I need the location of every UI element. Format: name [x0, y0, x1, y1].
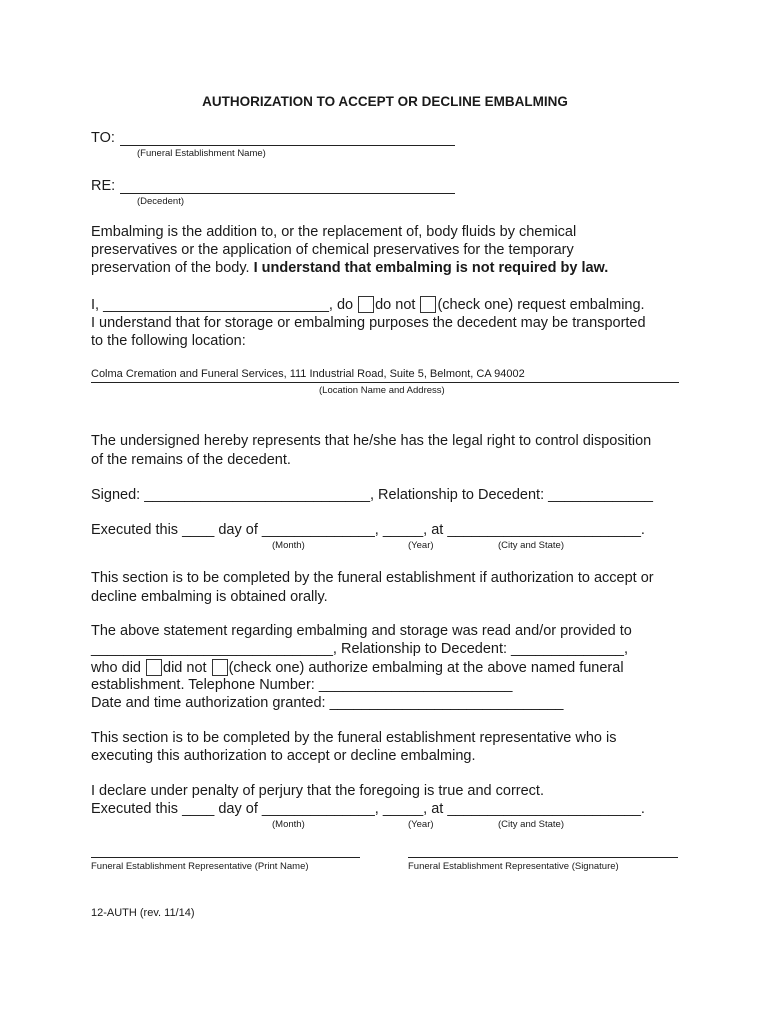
did-checkbox[interactable]: [146, 659, 162, 676]
statement-did-not-text: did not: [163, 660, 211, 676]
request-middle: do not: [375, 297, 420, 313]
executed-line-2: Executed this ____ day of ______________, _____, at ________________________.: [91, 801, 645, 817]
representation-line-2: of the remains of the decedent.: [91, 452, 291, 468]
rep-section-line-2: executing this authorization to accept or decline embalming.: [91, 748, 476, 764]
signature-line[interactable]: [408, 857, 678, 858]
request-line-1: [91, 296, 645, 313]
to-field-line[interactable]: [120, 145, 455, 146]
executed-2-month-caption: (Month): [272, 819, 305, 830]
intro-line-3: [91, 260, 608, 276]
intro-bold-statement: I understand that embalming is not required by law.: [253, 260, 609, 276]
request-suffix: (check one) request embalming.: [437, 297, 645, 313]
form-title: AUTHORIZATION TO ACCEPT OR DECLINE EMBALMING: [202, 94, 568, 109]
signed-line: Signed: ____________________________, Relationship to Decedent: _____________: [91, 487, 653, 503]
location-line[interactable]: [91, 382, 679, 383]
oral-section-line-1: This section is to be completed by the funeral establishment if authorization to accept or: [91, 570, 654, 586]
do-checkbox[interactable]: [358, 296, 374, 313]
do-not-checkbox[interactable]: [420, 296, 436, 313]
print-name-caption: Funeral Establishment Representative (Print Name): [91, 861, 309, 872]
request-prefix: I, ____________________________, do: [91, 297, 358, 313]
statement-line-1: The above statement regarding embalming and storage was read and/or provided to: [91, 623, 632, 639]
to-label: TO:: [91, 130, 115, 146]
rep-section-line-1: This section is to be completed by the funeral establishment representative who is: [91, 730, 617, 746]
to-caption: (Funeral Establishment Name): [137, 148, 266, 159]
form-id: 12-AUTH (rev. 11/14): [91, 907, 195, 919]
intro-line-3-text: preservation of the body.: [91, 260, 254, 276]
signature-caption: Funeral Establishment Representative (Signature): [408, 861, 619, 872]
statement-suffix: (check one) authorize embalming at the above named funeral: [228, 660, 624, 676]
statement-did-text: who did: [91, 660, 146, 676]
intro-line-1: Embalming is the addition to, or the replacement of, body fluids by chemical: [91, 224, 577, 240]
location-value: Colma Cremation and Funeral Services, 111 Industrial Road, Suite 5, Belmont, CA 94002: [91, 368, 525, 380]
statement-line-3: [91, 659, 624, 676]
executed-1-year-caption: (Year): [408, 540, 434, 551]
location-caption: (Location Name and Address): [319, 385, 445, 396]
print-name-line[interactable]: [91, 857, 360, 858]
executed-1-month-caption: (Month): [272, 540, 305, 551]
re-caption: (Decedent): [137, 196, 184, 207]
re-field-line[interactable]: [120, 193, 455, 194]
executed-line-1: Executed this ____ day of ______________, _____, at ________________________.: [91, 522, 645, 538]
statement-line-5: Date and time authorization granted: _____________________________: [91, 695, 564, 711]
statement-line-2: ______________________________, Relationship to Decedent: ______________,: [91, 641, 628, 657]
oral-section-line-2: decline embalming is obtained orally.: [91, 589, 328, 605]
intro-line-2: preservatives or the application of chemical preservatives for the temporary: [91, 242, 574, 258]
representation-line-1: The undersigned hereby represents that he/she has the legal right to control disposition: [91, 433, 652, 449]
statement-line-4: establishment. Telephone Number: ________________________: [91, 677, 513, 693]
request-line-3: to the following location:: [91, 333, 246, 349]
executed-2-year-caption: (Year): [408, 819, 434, 830]
request-line-2: I understand that for storage or embalming purposes the decedent may be transported: [91, 315, 646, 331]
declare-line: I declare under penalty of perjury that the foregoing is true and correct.: [91, 783, 544, 799]
executed-2-city-caption: (City and State): [498, 819, 564, 830]
did-not-checkbox[interactable]: [212, 659, 228, 676]
executed-1-city-caption: (City and State): [498, 540, 564, 551]
re-label: RE:: [91, 178, 116, 194]
